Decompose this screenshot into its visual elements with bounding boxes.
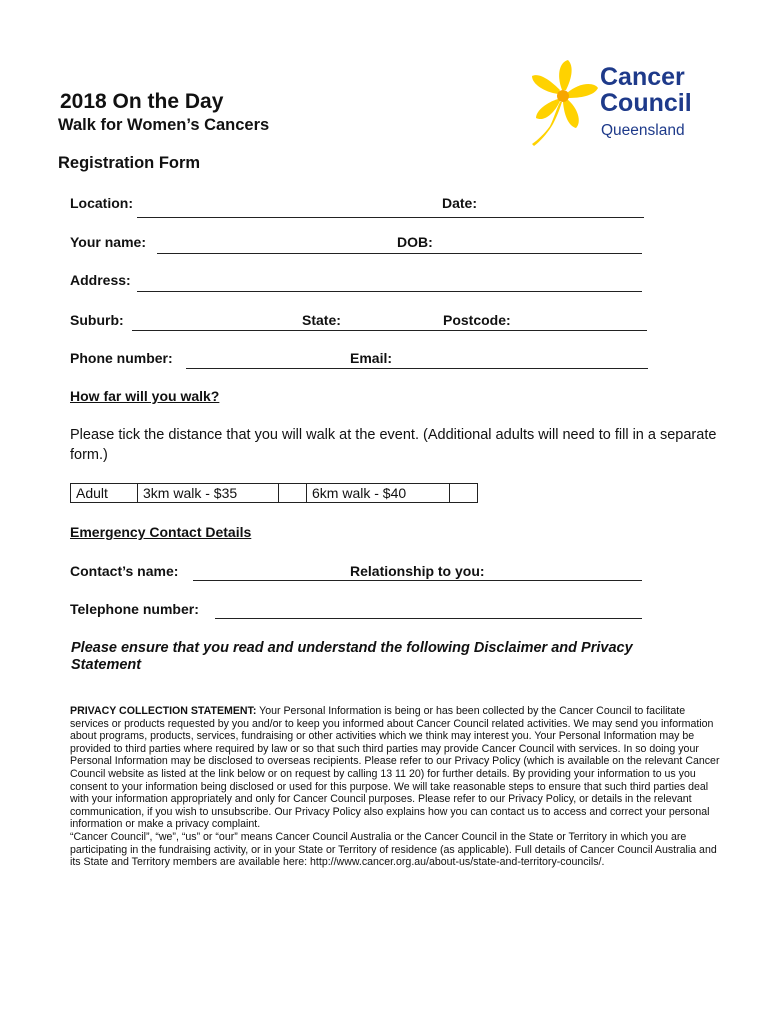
contact-name-label: Contact’s name:: [70, 563, 179, 579]
location-label: Location:: [70, 195, 133, 211]
dob-label: DOB:: [397, 234, 433, 250]
walk-instructions: Please tick the distance that you will walk at the event. (Additional adults will need to fill in a separate form.): [70, 427, 717, 463]
logo-line-council: Council: [600, 89, 692, 117]
suburb-field[interactable]: [135, 314, 299, 330]
phone-label: Phone number:: [70, 350, 173, 366]
emergency-heading: Emergency Contact Details: [70, 524, 252, 540]
privacy-statement: [70, 705, 722, 869]
state-field[interactable]: [350, 314, 439, 330]
relationship-label: Relationship to you:: [350, 563, 485, 579]
contact-name-field[interactable]: [196, 565, 345, 581]
logo-line-queensland: Queensland: [601, 122, 685, 139]
postcode-label: Postcode:: [443, 312, 511, 328]
distance-row-adult: [71, 484, 478, 503]
address-field[interactable]: [140, 274, 644, 290]
name-dob-line: [157, 253, 642, 254]
relationship-field[interactable]: [502, 565, 644, 581]
suburb-line: [132, 330, 647, 331]
form-title: Registration Form: [58, 154, 201, 172]
address-label: Address:: [70, 272, 131, 288]
your-name-label: Your name:: [70, 234, 146, 250]
walk-heading: How far will you walk?: [70, 388, 220, 404]
phone-field[interactable]: [190, 352, 344, 368]
option-3km-checkbox[interactable]: [279, 484, 307, 503]
telephone-line: [215, 618, 642, 619]
phone-email-line: [186, 368, 648, 369]
privacy-definition: “Cancer Council”, “we”, “us” or “our” means Cancer Council Australia or the Cancer Council in the State or Territory in which you are participating in the fundraising activity, or in your State or Territory of residence (as applicable). Full details of Cancer Council Australia and its State and Territory members are available here: http://www.cancer.org.au/about-us/state-and-territory-councils/.: [70, 830, 717, 869]
contact-line: [193, 580, 642, 581]
state-label: State:: [302, 312, 341, 328]
telephone-field[interactable]: [218, 603, 642, 619]
dob-field[interactable]: [440, 236, 644, 252]
privacy-body: Your Personal Information is being or has been collected by the Cancer Council to facilitate services or products requested by you and/or to keep you informed about Cancer Council related activities. We may send you information about programs, products, services, fundraising or other activities which we think may interest you. Your Personal Information may be provided to third parties where required by law or so that such third parties may provide Cancer Council with services. In so doing your Personal Information may be disclosed to overseas recipients. Please refer to our Privacy Policy (which is available on the relevant Cancer Council website as listed at the link below or on request by calling 13 11 20) for further details. By providing your information to us you consent to your information being disclosed or used for this purpose. We will take reasonable steps to ensure that such third parties deal with your information appropriately and only for Cancer Council purposes. Please refer to our Privacy Policy, or details in the relevant communication, if you wish to unsubscribe. Our Privacy Policy also explains how you can contact us to access and correct your personal information or make a privacy complaint.: [70, 705, 720, 831]
disclaimer-text: Please ensure that you read and understand the following Disclaimer and Privacy Statement: [71, 640, 633, 673]
location-field[interactable]: [145, 198, 439, 214]
suburb-label: Suburb:: [70, 312, 124, 328]
email-field[interactable]: [402, 352, 646, 368]
logo-line-cancer: Cancer: [600, 63, 685, 91]
date-label: Date:: [442, 195, 478, 211]
distance-table: [70, 483, 478, 503]
postcode-field[interactable]: [522, 314, 646, 330]
telephone-label: Telephone number:: [70, 601, 199, 617]
date-field[interactable]: [488, 198, 642, 214]
location-date-line: [137, 217, 644, 218]
option-3km-label: 3km walk - $35: [138, 484, 279, 503]
page-subtitle: Walk for Women’s Cancers: [58, 116, 270, 134]
adult-cell: Adult: [71, 484, 138, 503]
privacy-heading: PRIVACY COLLECTION STATEMENT:: [70, 705, 257, 717]
cancer-council-logo: [522, 56, 722, 152]
email-label: Email:: [350, 350, 393, 366]
option-6km-checkbox[interactable]: [450, 484, 478, 503]
page-title: 2018 On the Day: [60, 90, 224, 113]
your-name-field[interactable]: [160, 236, 389, 252]
option-6km-label: 6km walk - $40: [307, 484, 450, 503]
address-line: [137, 291, 642, 292]
